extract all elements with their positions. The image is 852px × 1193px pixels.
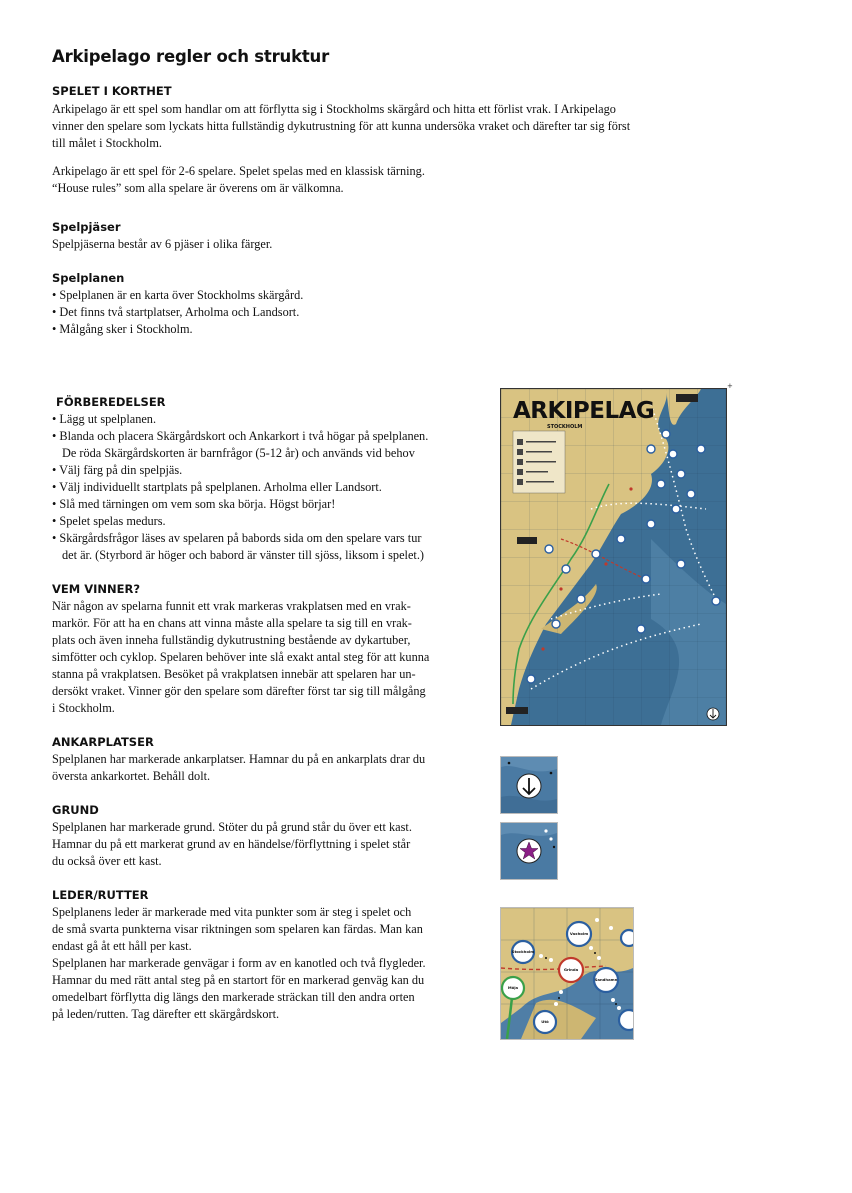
text-line: Spelplanen har markerade genvägar i form av en kanotled och två flygleder. <box>52 956 426 970</box>
route-node <box>552 620 560 628</box>
route-node <box>592 550 600 558</box>
routes-thumbnail <box>500 907 634 1040</box>
route-dot <box>597 956 601 960</box>
grund-marker <box>629 487 632 490</box>
grund-thumbnail-graphic <box>501 823 557 879</box>
section-ankarplatser <box>52 751 425 785</box>
poster-title: ARKIPELAG <box>513 398 655 424</box>
bullet-continuation: De röda Skärgårdskorten är barnfrågor (5-12 år) och används vid behov <box>62 446 415 460</box>
direction-dot <box>553 846 555 848</box>
section-spelplanen <box>52 287 303 338</box>
label-box <box>506 707 528 714</box>
legend-symbol <box>517 469 523 475</box>
town-label: Sandhamn <box>594 977 618 982</box>
route-node <box>677 560 685 568</box>
legend-symbol <box>517 459 523 465</box>
text-line: “House rules” som alla spelare är överens om är välkomna. <box>52 181 344 195</box>
route-node <box>657 480 665 488</box>
route-node <box>562 565 570 573</box>
bullet-continuation: det är. (Styrbord är höger och babord är vänster till sjöss, liksom i spelet.) <box>62 548 424 562</box>
text-line: översta ankarkortet. Behåll dolt. <box>52 769 211 783</box>
text-line: i Stockholm. <box>52 701 115 715</box>
text-line: endast gå åt ett håll per kast. <box>52 939 192 953</box>
legend-text-bar <box>526 471 548 473</box>
direction-dot <box>594 952 596 954</box>
route-node <box>647 520 655 528</box>
grund-thumbnail <box>500 822 558 880</box>
section-grund <box>52 819 412 870</box>
route-dot <box>549 837 552 840</box>
route-dot <box>554 1002 558 1006</box>
legend-symbol <box>517 449 523 455</box>
bullet-item: • Spelplanen är en karta över Stockholms skärgård. <box>52 288 304 302</box>
route-dot <box>609 926 613 930</box>
label-box <box>517 537 537 544</box>
route-dot <box>539 954 543 958</box>
game-board-poster <box>500 388 727 726</box>
text-line: När någon av spelarna funnit ett vrak markeras vrakplatsen med en vrak- <box>52 599 411 613</box>
bullet-item: • Välj individuellt startplats på spelplanen. Arholma eller Landsort. <box>52 480 382 494</box>
section-leder-rutter <box>52 904 426 1023</box>
route-node <box>672 505 680 513</box>
town-label: Stockholm <box>511 949 535 954</box>
direction-dot <box>545 957 547 959</box>
route-dot <box>589 946 593 950</box>
direction-dot <box>558 997 560 999</box>
route-dot <box>617 1006 621 1010</box>
section-forberedelser <box>52 411 428 564</box>
bullet-item: • Slå med tärningen om vem som ska börja. Högst börjar! <box>52 497 336 511</box>
legend-symbol <box>517 439 523 445</box>
section-vem-vinner <box>52 598 429 717</box>
bullet-item: • Spelet spelas medurs. <box>52 514 166 528</box>
town-label: Grinda <box>563 967 579 972</box>
text-line: till målet i Stockholm. <box>52 136 162 150</box>
heading-spelpjaser: Spelpjäser <box>52 220 121 234</box>
route-node <box>687 490 695 498</box>
direction-dot <box>550 772 553 775</box>
text-line: de små svarta punkterna visar riktningen som spelaren kan färdas. Man kan <box>52 922 423 936</box>
direction-dot <box>615 1003 617 1005</box>
town-label: Möja <box>507 985 519 990</box>
text-line: stanna på vrakplatsen. Besöket på vrakplatsen innebär att spelaren har un- <box>52 667 416 681</box>
legend-text-bar <box>526 461 556 463</box>
text-line: Arkipelago är ett spel som handlar om att förflytta sig i Stockholms skärgård och hitta ett förlist vrak. I Arkipelago <box>52 102 616 116</box>
legend-text-bar <box>526 451 552 453</box>
heading-ankarplatser: ANKARPLATSER <box>52 735 154 749</box>
text-line: vinner den spelare som lyckats hitta fullständig dykutrustning för att kunna undersöka vraket och därefter tar sig först <box>52 119 631 133</box>
route-node <box>677 470 685 478</box>
text-line: Hamnar du med rätt antal steg på en startort för en markerad genväg kan du <box>52 973 425 987</box>
direction-dot <box>508 762 511 765</box>
route-dot <box>595 918 599 922</box>
route-node <box>577 595 585 603</box>
heading-leder-rutter: LEDER/RUTTER <box>52 888 149 902</box>
anchor-thumbnail <box>500 756 558 814</box>
bullet-item: • Lägg ut spelplanen. <box>52 412 157 426</box>
town-marker <box>619 1010 633 1030</box>
legend-symbol <box>517 479 523 485</box>
text-line: markör. För att ha en chans att vinna måste alla spelare ta sig till en vrak- <box>52 616 412 630</box>
route-node <box>647 445 655 453</box>
section-spelpjaser <box>52 236 272 253</box>
route-node <box>545 545 553 553</box>
board-map-graphic <box>501 389 726 725</box>
text-line: Spelplanens leder är markerade med vita punkter som är steg i spelet och <box>52 905 412 919</box>
text-line: Spelpjäserna består av 6 pjäser i olika färger. <box>52 237 273 251</box>
route-node <box>637 625 645 633</box>
heading-spelplanen: Spelplanen <box>52 271 125 285</box>
page-title: Arkipelago regler och struktur <box>52 47 330 66</box>
crop-mark: + <box>727 382 733 390</box>
routes-thumbnail-graphic <box>501 908 633 1039</box>
route-node <box>662 430 670 438</box>
route-node <box>642 575 650 583</box>
route-node <box>669 450 677 458</box>
section-spelet-i-korthet <box>52 101 630 197</box>
route-node <box>712 597 720 605</box>
poster-subtitle: STOCKHOLM <box>547 424 583 430</box>
town-label: Utö <box>541 1019 549 1024</box>
text-line: du också över ett kast. <box>52 854 162 868</box>
bullet-item: • Målgång sker i Stockholm. <box>52 322 193 336</box>
route-dot <box>544 829 547 832</box>
text-line: Arkipelago är ett spel för 2-6 spelare. Spelet spelas med en klassisk tärning. <box>52 164 425 178</box>
heading-vem-vinner: VEM VINNER? <box>52 582 141 596</box>
text-line: Spelplanen har markerade grund. Stöter du på grund står du över ett kast. <box>52 820 412 834</box>
bullet-item: • Det finns två startplatser, Arholma och Landsort. <box>52 305 300 319</box>
heading-grund: GRUND <box>52 803 99 817</box>
town-marker <box>621 930 633 946</box>
route-node <box>527 675 535 683</box>
route-dot <box>559 990 563 994</box>
text-line: dersökt vraket. Vinner gör den spelare som därefter först tar sig till målgång <box>52 684 426 698</box>
blank-line <box>52 152 630 163</box>
bullet-item: • Skärgårdsfrågor läses av spelaren på babords sida om den spelare vars tur <box>52 531 422 545</box>
text-line: plats och även inneha fullständig dykutrustning bestående av dykartuber, <box>52 633 411 647</box>
bullet-item: • Blanda och placera Skärgårdskort och Ankarkort i två högar på spelplanen. <box>52 429 429 443</box>
heading-spelet-i-korthet: SPELET I KORTHET <box>52 84 172 98</box>
text-line: Hamnar du på ett markerat grund av en händelse/förflyttning i spelet står <box>52 837 411 851</box>
grund-marker <box>541 647 544 650</box>
heading-forberedelser: FÖRBEREDELSER <box>56 395 166 409</box>
bullet-item: • Välj färg på din spelpjäs. <box>52 463 183 477</box>
town-label: Vaxholm <box>569 931 589 936</box>
route-dot <box>549 958 553 962</box>
text-line: på leden/rutten. Tag därefter ett skärgårdskort. <box>52 1007 280 1021</box>
legend-text-bar <box>526 481 554 483</box>
grund-marker <box>604 562 607 565</box>
route-node <box>697 445 705 453</box>
legend-text-bar <box>526 441 556 443</box>
route-node <box>617 535 625 543</box>
anchor-thumbnail-graphic <box>501 757 557 813</box>
label-box <box>676 394 698 402</box>
text-line: simfötter och cyklop. Spelaren behöver inte slå exakt antal steg för att kunna <box>52 650 430 664</box>
grund-marker <box>559 587 562 590</box>
route-dot <box>611 998 615 1002</box>
text-line: Spelplanen har markerade ankarplatser. Hamnar du på en ankarplats drar du <box>52 752 426 766</box>
text-line: omedelbart förflytta dig längs den markerade sträckan till den andra orten <box>52 990 415 1004</box>
